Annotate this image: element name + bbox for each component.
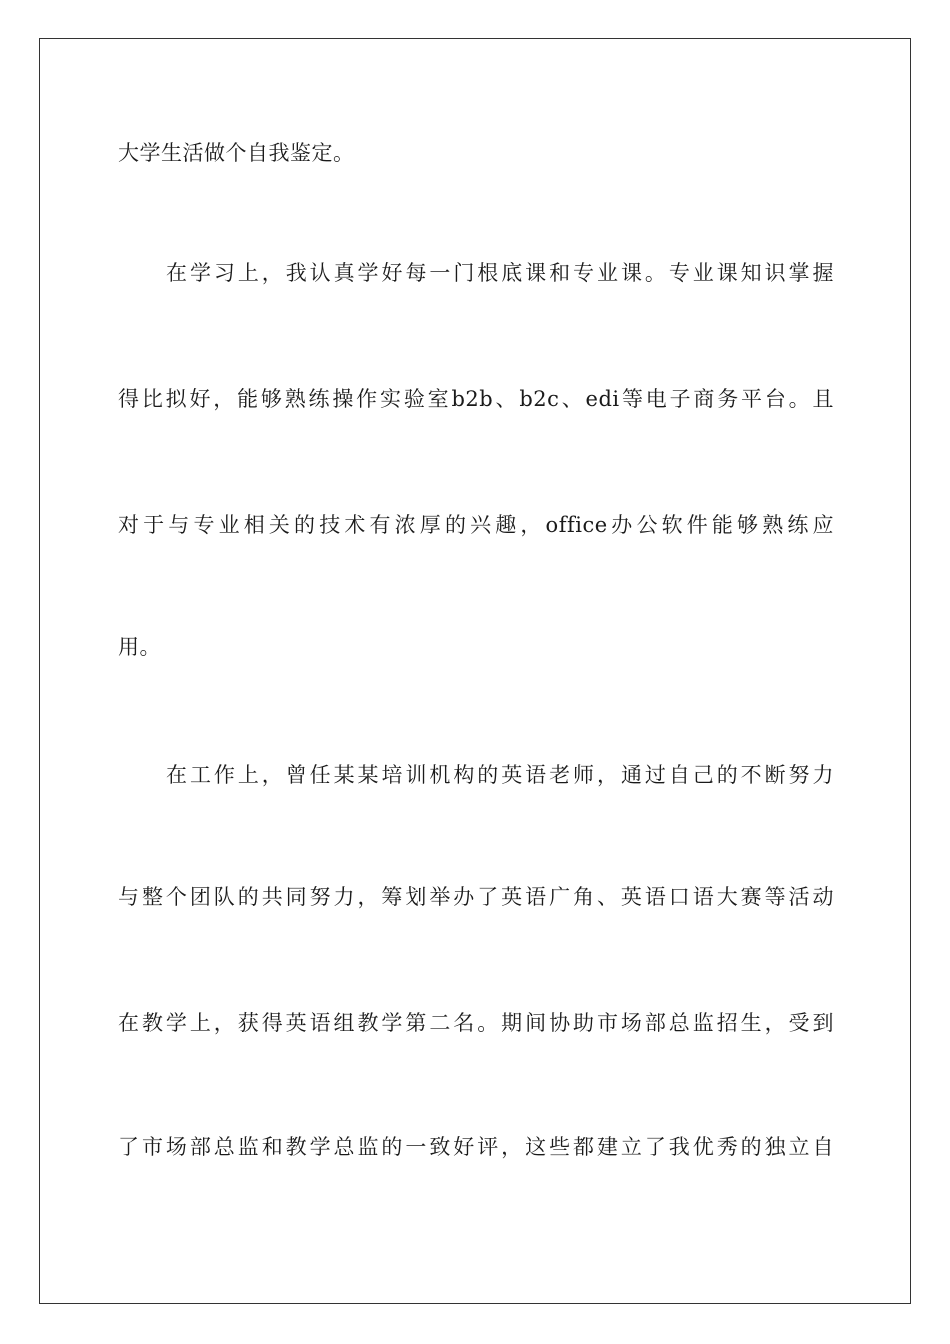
text-line-9: 了市场部总监和教学总监的一致好评，这些都建立了我优秀的独立自 [118,1135,834,1159]
text-line-4: 对于与专业相关的技术有浓厚的兴趣，office办公软件能够熟练应 [118,513,834,537]
text-line-3: 得比拟好，能够熟练操作实验室b2b、b2c、edi等电子商务平台。且 [118,387,834,411]
text-line-1: 大学生活做个自我鉴定。 [118,141,355,165]
text-line-8: 在教学上，获得英语组教学第二名。期间协助市场部总监招生，受到 [118,1011,834,1035]
text-line-6: 在工作上，曾任某某培训机构的英语老师，通过自己的不断努力 [166,763,834,787]
text-line-2: 在学习上，我认真学好每一门根底课和专业课。专业课知识掌握 [166,261,834,285]
page-border [39,38,911,1304]
text-line-7: 与整个团队的共同努力，筹划举办了英语广角、英语口语大赛等活动 [118,885,834,909]
text-line-5: 用。 [118,635,161,659]
